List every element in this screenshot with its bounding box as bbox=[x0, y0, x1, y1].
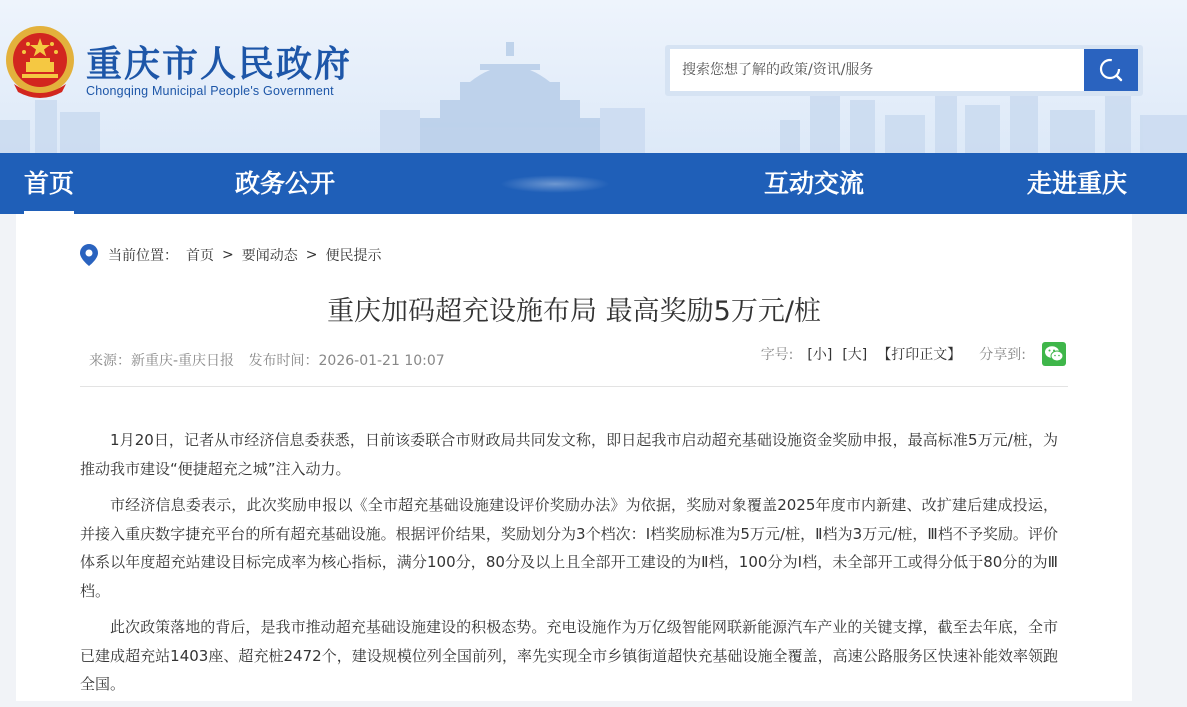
nav-item-home[interactable]: 首页 bbox=[24, 153, 74, 214]
breadcrumb-item-home[interactable]: 首页 bbox=[186, 248, 214, 264]
article-published-time: 发布时间：2026-01-21 10:07 bbox=[248, 353, 445, 369]
breadcrumb-separator: > bbox=[305, 247, 318, 263]
nav-item-about-chongqing[interactable]: 走进重庆 bbox=[1027, 169, 1128, 198]
main-nav bbox=[0, 153, 1187, 214]
breadcrumb-item-news[interactable]: 要闻动态 bbox=[241, 248, 298, 264]
article-body bbox=[80, 426, 1058, 707]
site-title[interactable]: 重庆市人民政府 bbox=[86, 44, 353, 85]
nav-item-blurred bbox=[500, 175, 610, 193]
article-paragraph: 此次政策落地的背后，是我市推动超充基础设施建设的积极态势。充电设施作为万亿级智能网联新能源汽车产业的关键支撑，截至去年底，全市已建成超充站1403座、超充桩2472个，建设规模位列全国前列，率先实现全市乡镇街道超快充基础设施全覆盖，高速公路服务区快速补能效率领跑全国。 bbox=[80, 618, 1058, 693]
print-button[interactable]: 【打印正文】 bbox=[877, 347, 962, 363]
search-icon bbox=[1098, 57, 1124, 83]
divider bbox=[80, 386, 1068, 387]
article-container bbox=[16, 214, 1132, 701]
national-emblem-icon bbox=[4, 22, 76, 98]
font-size-label: 字号: bbox=[760, 347, 794, 363]
search-button[interactable] bbox=[1084, 49, 1138, 91]
site-header bbox=[0, 0, 1187, 153]
nav-item-interaction[interactable]: 互动交流 bbox=[764, 169, 865, 198]
wechat-icon bbox=[1044, 345, 1064, 363]
wechat-share-button[interactable] bbox=[1042, 342, 1066, 366]
article-title: 重庆加码超充设施布局 最高奖励5万元/桩 bbox=[327, 296, 821, 327]
article-paragraph: 市经济信息委表示，此次奖励申报以《全市超充基础设施建设评价奖励办法》为依据，奖励对象覆盖2025年度市内新建、改扩建后建成投运，并接入重庆数字捷充平台的所有超充基础设施。根据评价结果，奖励划分为3个档次：Ⅰ档奖励标准为5万元/桩，Ⅱ档为3万元/桩，Ⅲ档不予奖励。评价体系以年度超充站建设目标完成率为核心指标，满分100分，80分及以上且全部开工建设的为Ⅱ档，100分为Ⅰ档，未全部开工或得分低于80分的为Ⅲ档。 bbox=[80, 496, 1058, 600]
share-label: 分享到: bbox=[979, 347, 1026, 363]
font-large-button[interactable]: [大] bbox=[842, 347, 868, 363]
breadcrumb-separator: > bbox=[222, 247, 234, 263]
location-pin-icon bbox=[80, 244, 98, 266]
breadcrumb-prefix: 当前位置： bbox=[108, 248, 178, 264]
search-bar bbox=[665, 45, 1143, 96]
article-paragraph: 1月20日，记者从市经济信息委获悉，日前该委联合市财政局共同发文称，即日起我市启动超充基础设施资金奖励申报，最高标准5万元/桩，为推动我市建设“便捷超充之城”注入动力。 bbox=[80, 431, 1058, 478]
font-small-button[interactable]: [小] bbox=[807, 347, 833, 363]
breadcrumb bbox=[80, 244, 389, 266]
article-source: 来源：新重庆-重庆日报 bbox=[89, 353, 235, 369]
site-subtitle: Chongqing Municipal People's Government bbox=[86, 84, 334, 98]
article-tools bbox=[761, 342, 1066, 366]
search-input[interactable] bbox=[670, 49, 1084, 91]
breadcrumb-item-tips[interactable]: 便民提示 bbox=[325, 248, 382, 264]
nav-item-gov-affairs[interactable]: 政务公开 bbox=[235, 169, 336, 198]
article-meta bbox=[89, 350, 455, 370]
